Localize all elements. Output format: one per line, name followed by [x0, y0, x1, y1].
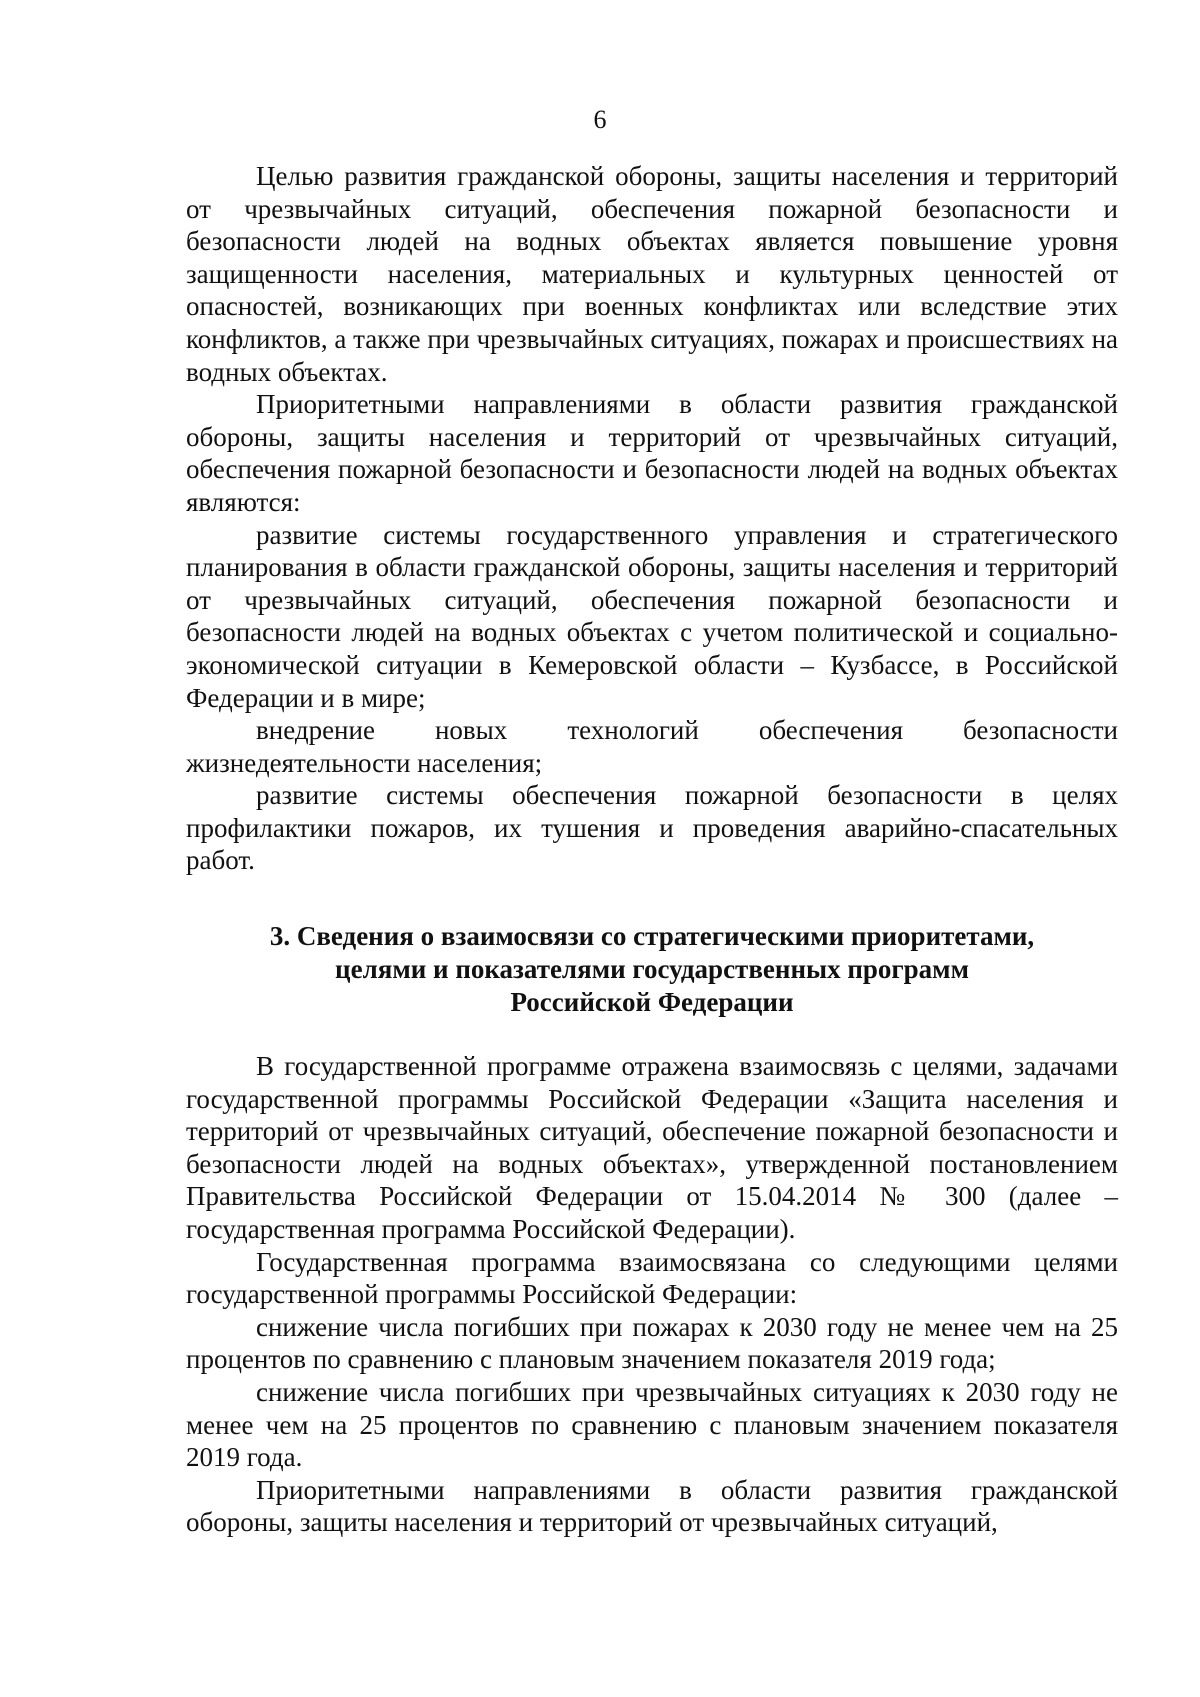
section-3-heading	[186, 920, 1118, 1019]
paragraph-priorities-continued: Приоритетными направлениями в области развития гражданской обороны, защиты населения и территорий от чрезвычайных ситуаций,	[186, 1474, 1118, 1538]
page-number: 6	[593, 105, 607, 134]
section-3-body	[186, 1050, 1118, 1539]
paragraph-goal: Целью развития гражданской обороны, защиты населения и территорий от чрезвычайных ситуаций, обеспечения пожарной безопасности и безопасности людей на водных объектах является повышение уровня защищенности населения, материальных и культурных ценностей от опасностей, возникающих при военных конфликтах или вследствие этих конфликтов, а также при чрезвычайных ситуациях, пожарах и происшествиях на водных объектах.	[186, 161, 1118, 387]
paragraph-priority-management: развитие системы государственного управления и стратегического планирования в области гражданской обороны, защиты населения и территорий от чрезвычайных ситуаций, обеспечения пожарной безопасности и безопасности людей на водных объектах с учетом политической и социально-экономической ситуации в Кемеровской области – Кузбассе, в Российской Федерации и в мире;	[186, 519, 1118, 713]
heading-line: 3. Сведения о взаимосвязи со стратегическими приоритетами,	[269, 921, 1035, 951]
paragraph-goal-emergencies: снижение числа погибших при чрезвычайных ситуациях к 2030 году не менее чем на 25 процентов по сравнению с плановым значением показателя 2019 года.	[186, 1376, 1118, 1473]
paragraph-priorities-intro: Приоритетными направлениями в области развития гражданской обороны, защиты населения и территорий от чрезвычайных ситуаций, обеспечения пожарной безопасности и безопасности людей на водных объектах являются:	[186, 389, 1118, 517]
paragraph-relation: В государственной программе отражена взаимосвязь с целями, задачами государственной программы Российской Федерации «Защита населения и территорий от чрезвычайных ситуаций, обеспечение пожарной безопасности и безопасности людей на водных объектах», утвержденной постановлением Правительства Российской Федерации от 15.04.2014 № 300 (далее – государственная программа Российской Федерации).	[186, 1051, 1118, 1244]
paragraph-goals-intro: Государственная программа взаимосвязана со следующими целями государственной программы Российской Федерации:	[186, 1246, 1118, 1310]
heading-line: целями и показателями государственных программ	[335, 954, 969, 984]
heading-line: Российской Федерации	[510, 987, 794, 1017]
section-2-body	[186, 160, 1118, 877]
paragraph-priority-fire-safety: развитие системы обеспечения пожарной безопасности в целях профилактики пожаров, их тушения и проведения аварийно-спасательных работ.	[186, 780, 1118, 876]
paragraph-goal-fires: снижение числа погибших при пожарах к 2030 году не менее чем на 25 процентов по сравнению с плановым значением показателя 2019 года;	[186, 1311, 1118, 1375]
paragraph-priority-technologies: внедрение новых технологий обеспечения безопасности жизнедеятельности населения;	[186, 715, 1118, 778]
